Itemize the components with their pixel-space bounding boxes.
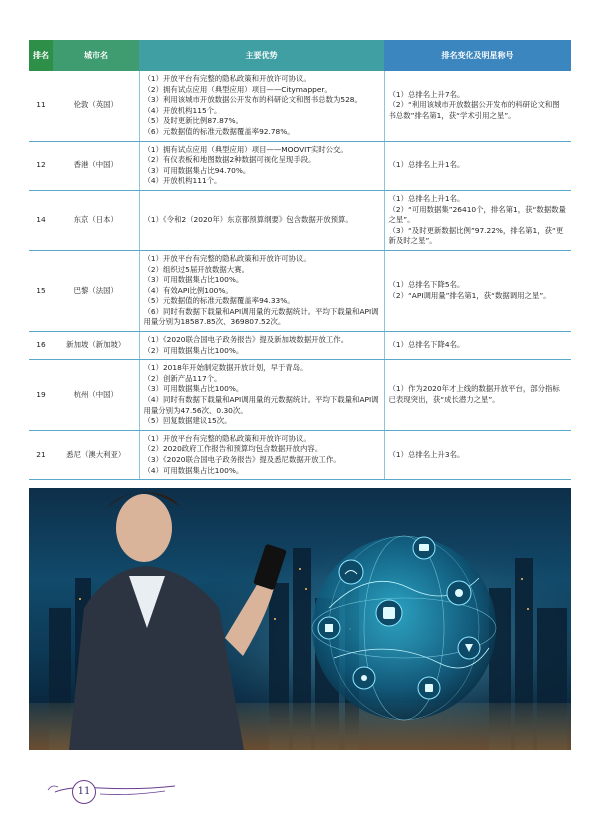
- rank-cell: 12: [29, 141, 53, 190]
- advantage-item: （3）《2020联合国电子政务报告》提及悉尼数据开放工作。: [143, 455, 341, 464]
- rank-cell: 21: [29, 430, 53, 479]
- rank-cell: 11: [29, 71, 53, 141]
- rank-change-item: （1）总排名下降5名。: [388, 280, 465, 290]
- advantage-item: （5）元数据值的标准元数据覆盖率94.33%。: [143, 296, 295, 306]
- rank-change-cell: [384, 360, 571, 431]
- advantages-cell: [139, 141, 384, 190]
- rank-change-cell: [384, 190, 571, 250]
- advantage-item: （4）可用数据集占比100%。: [143, 465, 244, 475]
- advantages-cell: [139, 250, 384, 331]
- city-name-cell: 悉尼（澳大利亚）: [53, 430, 139, 479]
- advantage-item: （4）开放机构115个。: [143, 105, 222, 115]
- advantage-item: （1）开放平台有完整的隐私政策和开放许可协议。: [143, 74, 311, 83]
- rank-change-cell: [384, 250, 571, 331]
- rank-change-item: （1）总排名上升7名。: [388, 89, 465, 99]
- page-number: 11: [72, 780, 96, 804]
- table-header-row: [29, 40, 571, 71]
- header-rank-change: 排名变化及明星称号: [384, 40, 571, 71]
- rank-change-item: （2）“利用该城市开放数据公开发布的科研论文和图书总数”排名第1，获“学术引用之星”。: [388, 100, 560, 121]
- ranking-table-container: [29, 40, 571, 480]
- header-city: 城市名: [53, 40, 139, 71]
- city-ranking-table: [29, 40, 571, 480]
- network-globe: [312, 536, 496, 720]
- advantages-cell: [139, 360, 384, 431]
- table-row: [29, 190, 571, 250]
- advantage-item: （1）2018年开始制定数据开放计划，早于青岛。: [143, 363, 308, 373]
- advantage-item: （6）元数据值的标准元数据覆盖率92.78%。: [143, 126, 295, 136]
- rank-change-item: （2）“API调用量”排名第1，获“数据调用之星”。: [388, 290, 551, 300]
- businesswoman-smartphone-network-globe-image: [29, 488, 571, 750]
- rank-cell: 19: [29, 360, 53, 431]
- table-row: [29, 332, 571, 360]
- advantage-item: （1）开放平台有完整的隐私政策和开放许可协议。: [143, 253, 311, 263]
- table-row: [29, 430, 571, 479]
- city-name-cell: 东京（日本）: [53, 190, 139, 250]
- rank-change-item: （1）总排名下降4名。: [388, 340, 465, 350]
- advantage-item: （4）同时有数据下载量和API调用量的元数据统计。平均下载量和API调用量分别为47.56次、0.30次。: [143, 395, 379, 415]
- advantage-item: （2）可用数据集占比100%。: [143, 345, 244, 355]
- advantages-cell: [139, 332, 384, 360]
- city-name-cell: 巴黎（法国）: [53, 250, 139, 331]
- rank-change-cell: [384, 332, 571, 360]
- header-rank: 排名: [29, 40, 53, 71]
- city-technology-photo: [29, 488, 571, 750]
- advantages-cell: [139, 71, 384, 141]
- rank-change-item: （2）“可用数据集”26410个，排名第1，获“数据数量之星”。: [388, 204, 566, 225]
- table-row: [29, 360, 571, 431]
- rank-change-item: （1）作为2020年才上线的数据开放平台，部分指标已表现突出，获“成长潜力之星”。: [388, 384, 560, 405]
- advantage-item: （1）开放平台有完整的隐私政策和开放许可协议。: [143, 433, 311, 443]
- advantage-item: （4）有效API比例100%。: [143, 285, 233, 295]
- city-name-cell: 香港（中国）: [53, 141, 139, 190]
- header-advantages: 主要优势: [139, 40, 384, 71]
- rank-cell: 14: [29, 190, 53, 250]
- table-row: [29, 71, 571, 141]
- advantage-item: （5）回复数据建议15次。: [143, 416, 232, 426]
- advantage-item: （2）有仪表板和地图数据2种数据可视化呈现手段。: [143, 155, 316, 165]
- rank-change-cell: [384, 71, 571, 141]
- advantage-item: （3）利用该城市开放数据公开发布的科研论文和图书总数为528。: [143, 95, 362, 105]
- city-name-cell: 新加坡（新加坡）: [53, 332, 139, 360]
- city-name-cell: 杭州（中国）: [53, 360, 139, 431]
- advantage-item: （5）及时更新比例87.87%。: [143, 116, 243, 126]
- rank-cell: 16: [29, 332, 53, 360]
- rank-change-item: （3）“及时更新数据比例”97.22%，排名第1，获“更新及时之星”。: [388, 225, 564, 246]
- rank-change-cell: [384, 430, 571, 479]
- advantage-item: （2）2020政府工作报告和预算均包含数据开放内容。: [143, 444, 323, 454]
- advantage-item: （3）可用数据集占比100%。: [143, 275, 244, 285]
- advantage-item: （1）《2020联合国电子政务报告》提及新加坡数据开放工作。: [143, 335, 349, 345]
- advantage-item: （1）《令和2（2020年）东京都预算纲要》包含数据开放预算。: [143, 215, 353, 225]
- rank-change-item: （1）总排名上升3名。: [388, 449, 465, 459]
- rank-cell: 15: [29, 250, 53, 331]
- advantage-item: （3）可用数据集占比94.70%。: [143, 165, 251, 175]
- advantage-item: （6）同时有数据下载量和API调用量的元数据统计。平均下载量和API调用量分别为18587.85次、369807.52次。: [143, 306, 379, 327]
- rank-change-cell: [384, 141, 571, 190]
- advantage-item: （3）可用数据集占比100%。: [143, 384, 244, 394]
- advantage-item: （1）拥有试点应用（典型应用）项目——MOOVIT实时公交。: [143, 144, 348, 154]
- table-row: [29, 141, 571, 190]
- advantage-item: （4）开放机构111个。: [143, 176, 222, 186]
- advantage-item: （2）拥有试点应用（典型应用）项目——Citymapper。: [143, 84, 332, 94]
- table-row: [29, 250, 571, 331]
- advantages-cell: [139, 190, 384, 250]
- city-name-cell: 伦敦（英国）: [53, 71, 139, 141]
- rank-change-item: （1）总排名上升1名。: [388, 160, 465, 170]
- advantage-item: （2）创新产品117个。: [143, 373, 222, 383]
- rank-change-item: （1）总排名上升1名。: [388, 193, 465, 203]
- advantages-cell: [139, 430, 384, 479]
- advantage-item: （2）组织过5届开放数据大赛。: [143, 264, 249, 274]
